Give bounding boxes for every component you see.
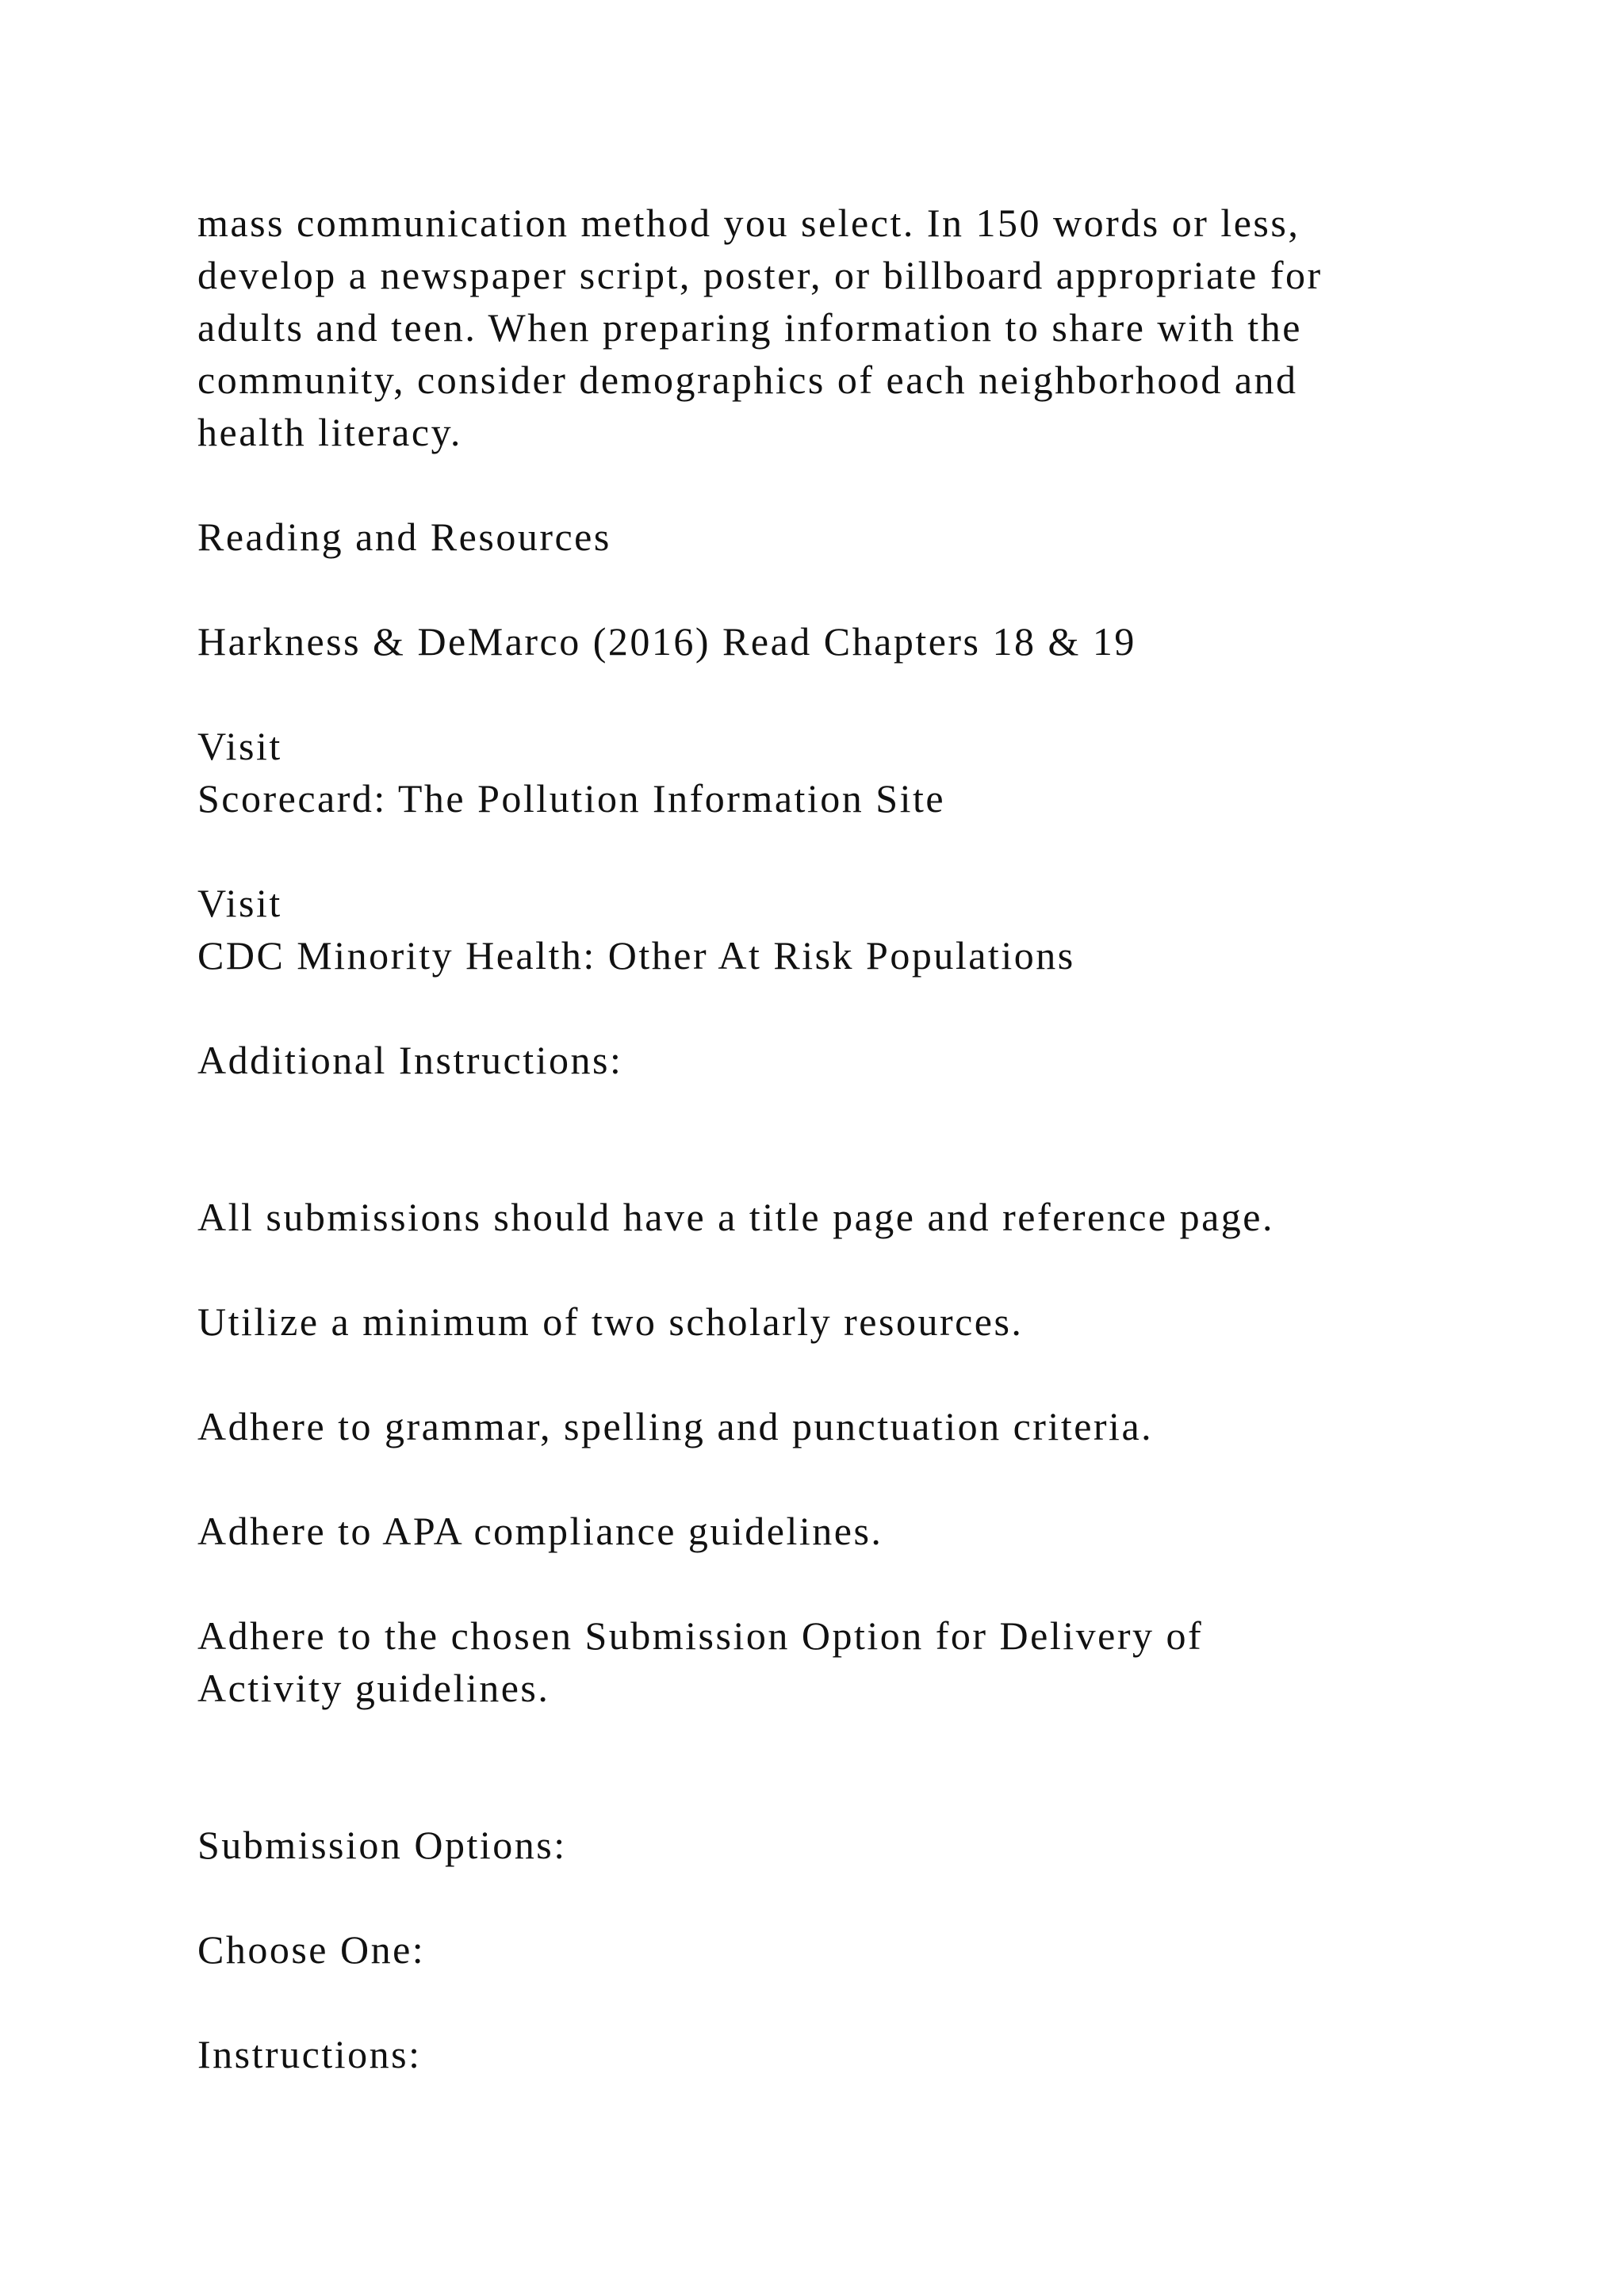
cdc-minority-health-link[interactable]: CDC Minority Health: Other At Risk Populations	[197, 933, 1075, 978]
intro-line: adults and teen. When preparing information to share with the	[197, 305, 1302, 350]
reading-heading: Reading and Resources	[197, 515, 611, 559]
delivery-line: Adhere to the chosen Submission Option for Delivery of	[197, 1613, 1204, 1658]
visit-label: Visit	[197, 724, 282, 768]
instruction-item: Utilize a minimum of two scholarly resources.	[197, 1299, 1024, 1344]
intro-line: health literacy.	[197, 410, 462, 454]
choose-one-label: Choose One:	[197, 1927, 426, 1972]
instruction-item: All submissions should have a title page and reference page.	[197, 1195, 1274, 1239]
visit-label: Visit	[197, 881, 282, 925]
additional-instructions-heading: Additional Instructions:	[197, 1038, 623, 1082]
delivery-line: Activity guidelines.	[197, 1666, 550, 1710]
submission-options-heading: Submission Options:	[197, 1823, 567, 1867]
scorecard-link[interactable]: Scorecard: The Pollution Information Site	[197, 776, 946, 821]
intro-line: mass communication method you select. In 150 words or less,	[197, 201, 1300, 245]
instructions-heading: Instructions:	[197, 2032, 422, 2076]
intro-line: community, consider demographics of each neighborhood and	[197, 358, 1298, 402]
instruction-item: Adhere to APA compliance guidelines.	[197, 1509, 883, 1553]
instruction-item: Adhere to grammar, spelling and punctuation criteria.	[197, 1404, 1154, 1448]
reading-item: Harkness & DeMarco (2016) Read Chapters 18 & 19	[197, 619, 1136, 664]
intro-line: develop a newspaper script, poster, or billboard appropriate for	[197, 253, 1323, 297]
